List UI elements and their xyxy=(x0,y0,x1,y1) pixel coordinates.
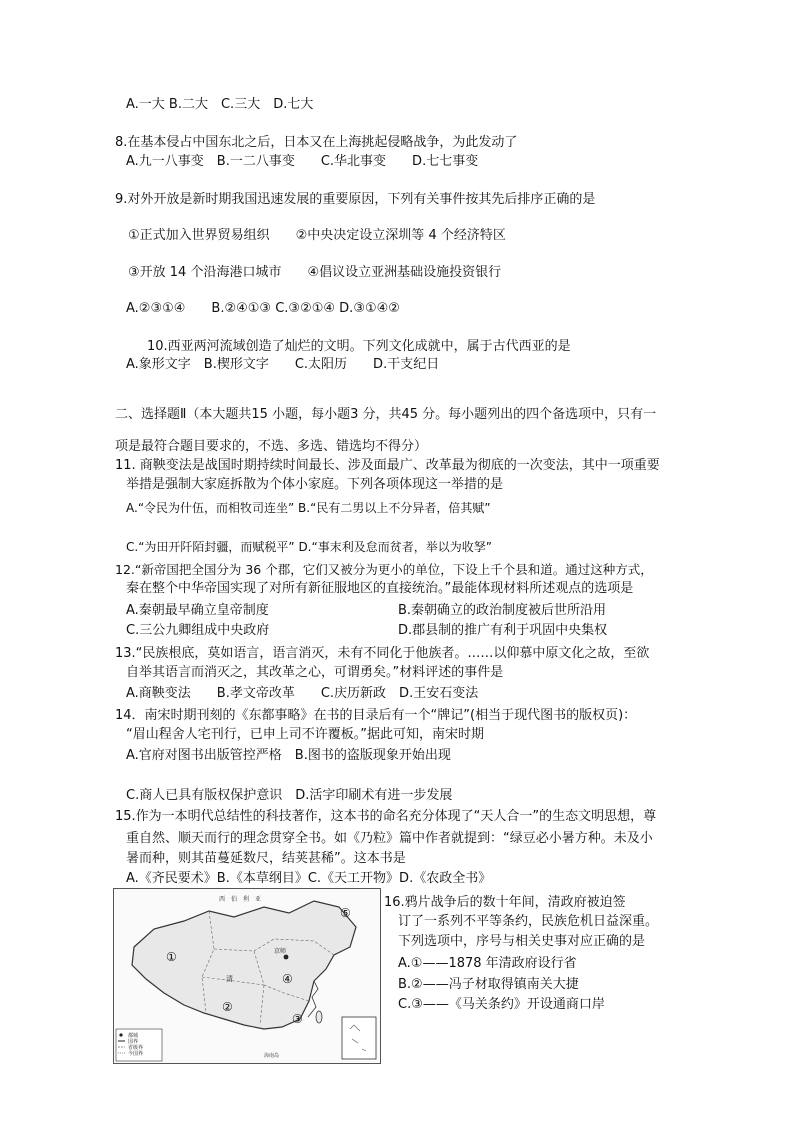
qing-map-figure xyxy=(113,888,381,1064)
q9-stem: 9.对外开放是新时期我国迅速发展的重要原因，下列有关事件按其先后排序正确的是 xyxy=(115,192,596,207)
q16-stem-line2: 订了一系列不平等条约，民族危机日益深重。 xyxy=(398,914,659,929)
q10-stem: 10.西亚两河流域创造了灿烂的文明。下列文化成就中，属于古代西亚的是 xyxy=(147,339,571,354)
q11-stem-line2: 举措是强制大家庭拆散为个体小家庭。下列各项体现这一举措的是 xyxy=(126,477,504,492)
q14-options-ab: A.官府对图书出版管控严格 B.图书的盗版现象开始出现 xyxy=(126,748,451,763)
q9-items-line2: ③开放 14 个沿海港口城市 ④倡议设立亚洲基础设施投资银行 xyxy=(128,265,502,280)
q14-options-cd: C.商人已具有版权保护意识 D.活字印刷术有进一步发展 xyxy=(126,788,453,803)
q15-stem-line2: 重自然、顺天而行的理念贯穿全书。如《乃粒》篇中作者就提到：“绿豆必小暑方种。未及小 xyxy=(126,831,653,846)
q11-stem-line1: 11. 商鞅变法是战国时期持续时间最长、涉及面最广、改革最为彻底的一次变法，其中一项重要 xyxy=(115,458,660,473)
taiwan-island xyxy=(316,1011,322,1023)
q9-options: A.②③①④ B.②④①③ C.③②①④ D.③①④② xyxy=(126,301,400,316)
q14-stem-line2: “眉山程舍人宅刊行，已申上司不许覆板。”据此可知，南宋时期 xyxy=(126,727,484,742)
q13-stem-line2: 自举其语言而消灭之，其改革之心，可谓勇矣。”材料评述的事件是 xyxy=(126,665,504,680)
q16-stem-line3: 下列选项中，序号与相关史事对应正确的是 xyxy=(398,934,646,949)
q12-stem-line1: 12.“新帝国把全国分为 36 个郡，它们又被分为更小的单位，下设上千个县和道。通过这种方式， xyxy=(115,562,653,577)
q10-options: A.象形文字 B.楔形文字 C.太阳历 D.干支纪日 xyxy=(126,357,440,372)
q8-stem: 8.在基本侵占中国东北之后，日本又在上海挑起侵略战争，为此发动了 xyxy=(115,135,518,150)
q15-options: A.《齐民要术》B.《本草纲目》C.《天工开物》D.《农政全书》 xyxy=(126,871,492,886)
q16-option-a: A.①——1878 年清政府设行省 xyxy=(398,956,577,971)
q16-option-b: B.②——冯子材取得镇南关大捷 xyxy=(398,977,579,992)
q12-option-b: B.秦朝确立的政治制度被后世所沿用 xyxy=(398,603,607,618)
q7-options: A.一大 B.二大 C.三大 D.七大 xyxy=(126,97,314,112)
map-number-1: ① xyxy=(166,950,177,964)
legend-label-province: 省级界 xyxy=(128,1045,144,1051)
legend-label-modern-border: 今国界 xyxy=(128,1051,144,1057)
legend-label-capital: 都城 xyxy=(128,1033,139,1039)
map-number-2: ② xyxy=(222,1000,233,1014)
map-number-4: ④ xyxy=(282,972,293,986)
map-number-5: ⑤ xyxy=(340,906,351,920)
map-label-siberia: 西 伯 利 亚 xyxy=(219,896,262,903)
capital-marker xyxy=(284,955,289,960)
legend-capital-symbol xyxy=(119,1033,122,1036)
south-sea-inset xyxy=(342,1017,376,1059)
q11-options-cd: C.“为田开阡陌封疆，而赋税平” D.“事末利及怠而贫者，举以为收孥” xyxy=(126,540,492,554)
q15-stem-line1: 15.作为一本明代总结性的科技著作，这本书的命名充分体现了“天人合一”的生态文明思想，尊 xyxy=(115,809,657,824)
q12-stem-line2: 秦在整个中华帝国实现了对所有新征服地区的直接统治。”最能体现材料所述观点的选项是 xyxy=(126,581,634,596)
q12-option-c: C.三公九卿组成中央政府 xyxy=(126,623,270,638)
map-number-3: ③ xyxy=(292,1012,303,1026)
q15-stem-line3: 暑而种，则其苗蔓延数尺，结荚甚稀”。这本书是 xyxy=(126,851,406,866)
q11-options-ab: A.“令民为什伍，而相牧司连坐” B.“民有二男以上不分异者，倍其赋” xyxy=(126,501,491,515)
q8-options: A.九一八事变 B.一二八事变 C.华北事变 D.七七事变 xyxy=(126,154,479,169)
legend-label-border: 国界 xyxy=(128,1039,139,1045)
map-label-hainan: 海南岛 xyxy=(264,1053,280,1059)
q13-stem-line1: 13.“民族根底，莫如语言，语言消灭，未有不同化于他族者。……以仰慕中原文化之故，至欲 xyxy=(115,646,650,661)
map-label-qing: 清 xyxy=(226,975,233,983)
q12-option-a: A.秦朝最早确立皇帝制度 xyxy=(126,603,269,618)
q9-items-line1: ①正式加入世界贸易组织 ②中央决定设立深圳等 4 个经济特区 xyxy=(128,228,506,243)
section2-heading-line2: 项是最符合题目要求的，不选、多选、错选均不得分） xyxy=(115,439,428,454)
q12-option-d: D.郡县制的推广有利于巩固中央集权 xyxy=(398,623,608,638)
q16-stem-line1: 16.鸦片战争后的数十年间，清政府被迫签 xyxy=(384,895,626,910)
qing-map-drawing xyxy=(114,889,380,1063)
territory-outline xyxy=(132,901,356,1029)
q13-options: A.商鞅变法 B.孝文帝改革 C.庆历新政 D.王安石变法 xyxy=(126,686,479,701)
section2-heading-line1: 二、选择题Ⅱ（本大题共15 小题，每小题3 分，共45 分。每小题列出的四个备选项中，只有一 xyxy=(115,407,657,422)
q14-stem-line1: 14．南宋时期刊刻的《东都事略》在书的目录后有一个“牌记”(相当于现代图书的版权页)： xyxy=(115,708,637,723)
q16-option-c: C.③——《马关条约》开设通商口岸 xyxy=(398,997,605,1012)
map-label-capital: 京师 xyxy=(274,948,287,955)
